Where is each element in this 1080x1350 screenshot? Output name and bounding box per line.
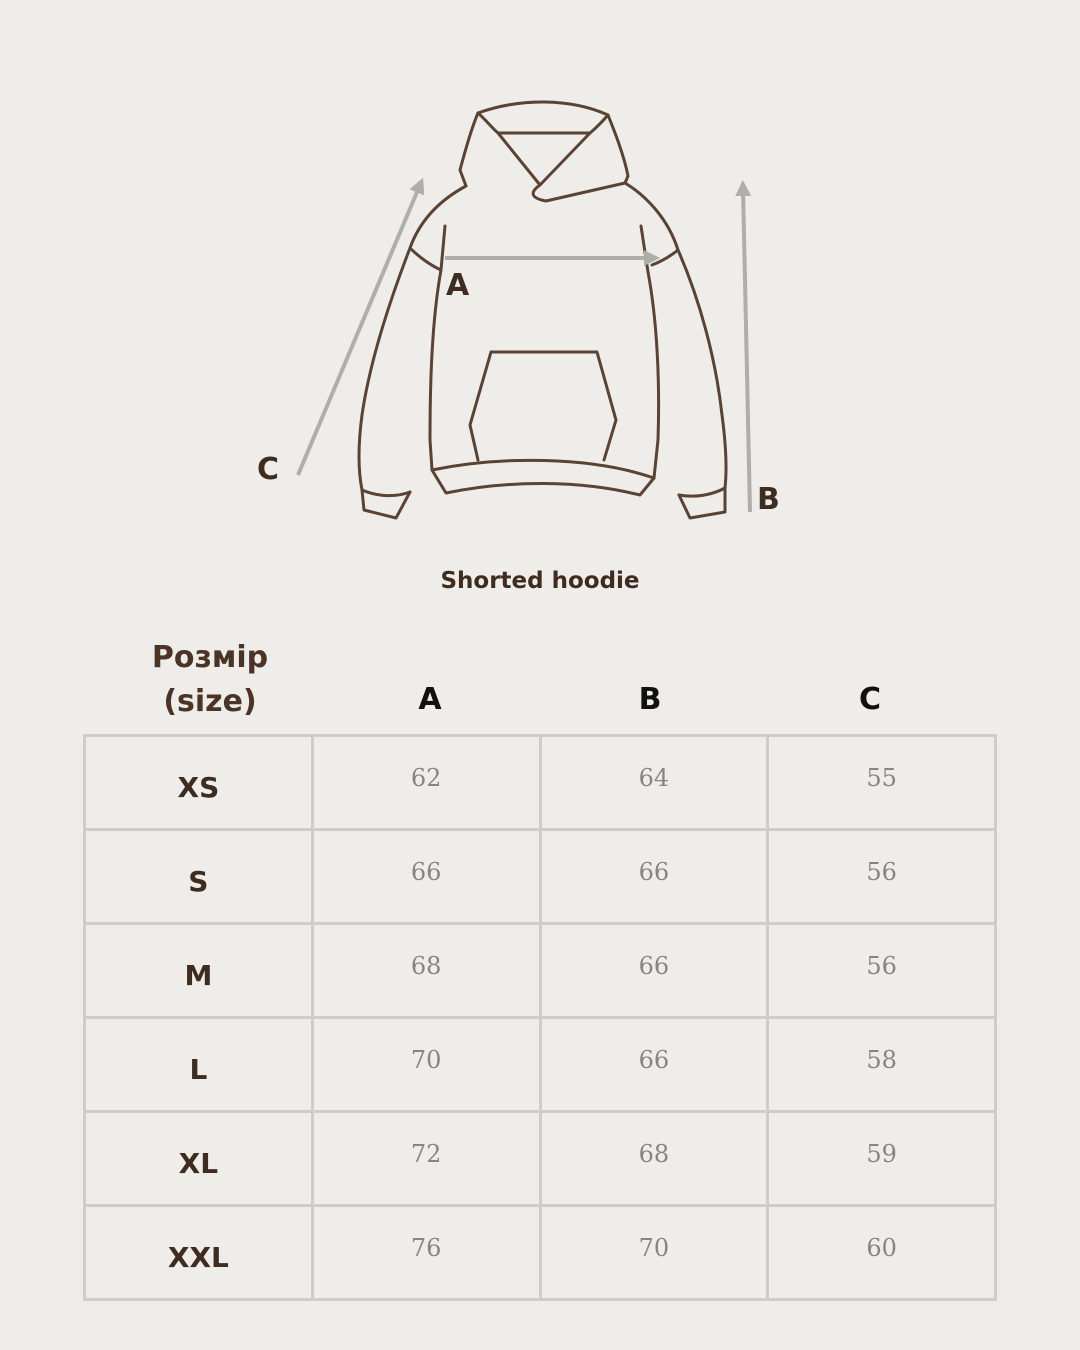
column-header-a: A: [418, 682, 442, 717]
column-header-b: B: [638, 682, 662, 717]
value-cell-b: 64: [540, 736, 768, 830]
dimension-c-label: C: [257, 452, 280, 487]
size-header-line2: (size): [163, 684, 257, 719]
size-cell: XL: [85, 1112, 313, 1206]
value-cell-c: 59: [768, 1112, 996, 1206]
arrow-b: [743, 188, 750, 512]
size-cell: S: [85, 830, 313, 924]
value-cell-c: 56: [768, 924, 996, 1018]
value-cell-a: 70: [312, 1018, 540, 1112]
table-row: [85, 1112, 996, 1206]
value-cell-a: 72: [312, 1112, 540, 1206]
table-row: [85, 1018, 996, 1112]
value-cell-b: 70: [540, 1206, 768, 1300]
value-cell-b: 66: [540, 924, 768, 1018]
value-cell-b: 66: [540, 830, 768, 924]
value-cell-a: 68: [312, 924, 540, 1018]
table-row: [85, 1206, 996, 1300]
value-cell-c: 55: [768, 736, 996, 830]
value-cell-c: 56: [768, 830, 996, 924]
value-cell-b: 68: [540, 1112, 768, 1206]
value-cell-c: 58: [768, 1018, 996, 1112]
size-table: [83, 734, 997, 1301]
hoodie-diagram: [0, 0, 1080, 560]
hoodie-outline: [359, 102, 726, 518]
table-row: [85, 736, 996, 830]
dimension-b-label: B: [757, 482, 780, 517]
size-column-header: [100, 636, 320, 724]
product-caption: Shorted hoodie: [440, 568, 640, 594]
value-cell-b: 66: [540, 1018, 768, 1112]
size-cell: XS: [85, 736, 313, 830]
dimension-a-label: A: [446, 268, 470, 303]
size-header-line1: Розмір: [151, 640, 269, 675]
value-cell-c: 60: [768, 1206, 996, 1300]
column-header-c: C: [858, 682, 882, 717]
table-row: [85, 830, 996, 924]
value-cell-a: 66: [312, 830, 540, 924]
size-cell: L: [85, 1018, 313, 1112]
value-cell-a: 76: [312, 1206, 540, 1300]
table-row: [85, 924, 996, 1018]
size-cell: M: [85, 924, 313, 1018]
value-cell-a: 62: [312, 736, 540, 830]
size-cell: XXL: [85, 1206, 313, 1300]
